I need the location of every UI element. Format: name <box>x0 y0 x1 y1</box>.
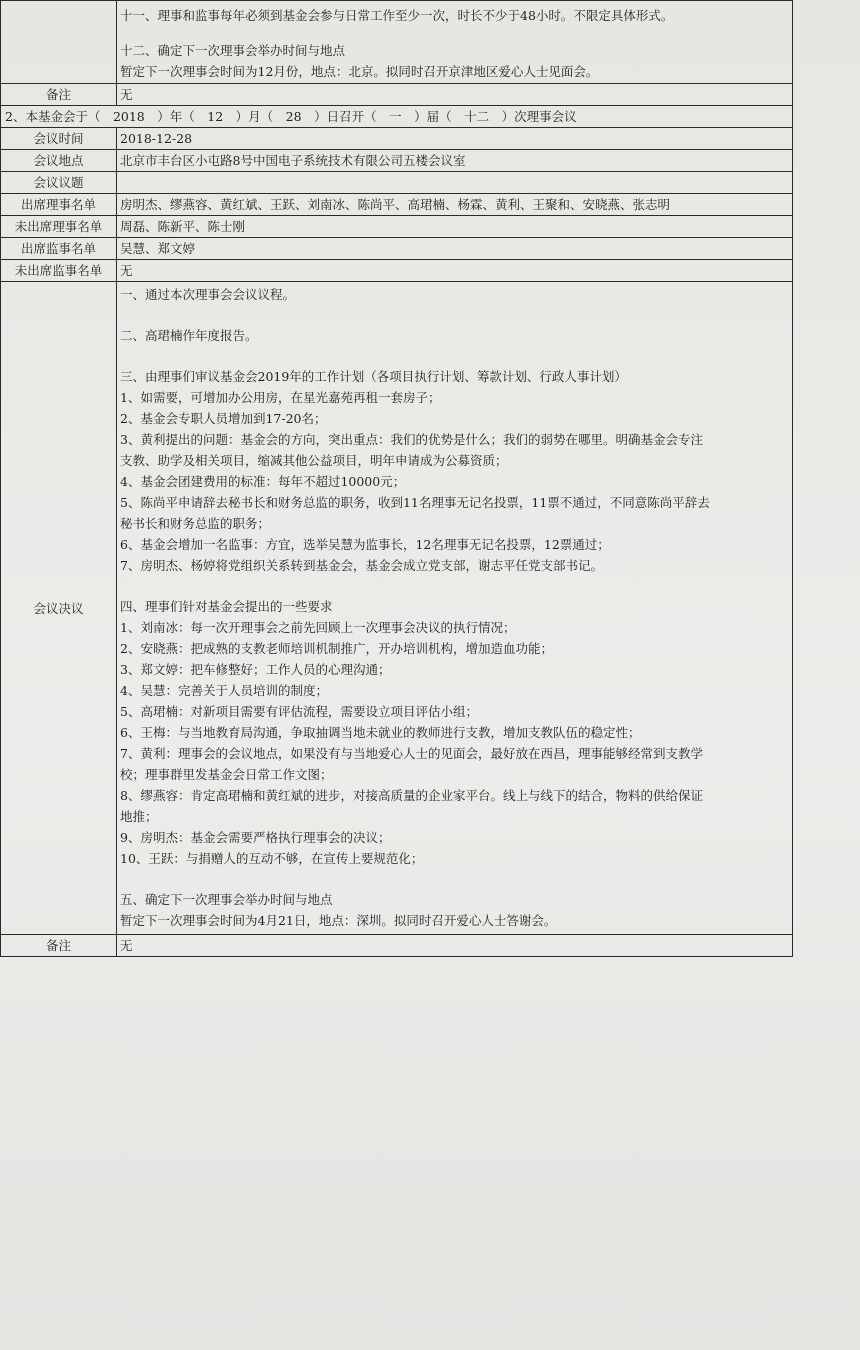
meeting-time-label: 会议时间 <box>1 128 117 150</box>
absent-supervisors-row <box>1 260 793 282</box>
meeting-place-label: 会议地点 <box>1 150 117 172</box>
prev-note-value: 无 <box>117 84 793 106</box>
prev-note-row <box>1 84 793 106</box>
meeting-place-row <box>1 150 793 172</box>
resolution-line: 10、王跃：与捐赠人的互动不够，在宣传上要规范化； <box>120 851 424 866</box>
resolution-line: 4、基金会团建费用的标准：每年不超过10000元； <box>120 474 406 489</box>
resolution-line: 1、刘南冰：每一次开理事会之前先回顾上一次理事会决议的执行情况； <box>120 620 516 635</box>
meeting-topic-label: 会议议题 <box>1 172 117 194</box>
present-supervisors-row <box>1 238 793 260</box>
meeting-place-value: 北京市丰台区小屯路8号中国电子系统技术有限公司五楼会议室 <box>117 150 793 172</box>
resolution-line: 二、高珺楠作年度报告。 <box>120 328 258 343</box>
resolution-line: 四、理事们针对基金会提出的一些要求 <box>120 599 333 614</box>
note-value: 无 <box>117 935 793 957</box>
note-row <box>1 935 793 957</box>
prev-resolution-gap <box>120 26 789 40</box>
resolution-line: 2、安晓燕：把成熟的支教老师培训机制推广，开办培训机构，增加造血功能； <box>120 641 553 656</box>
resolution-line: 5、陈尚平申请辞去秘书长和财务总监的职务，收到11名理事无记名投票，11票不通过，不同意陈尚平辞去 <box>120 495 710 510</box>
resolution-gap <box>120 576 789 596</box>
meeting-topic-value <box>117 172 793 194</box>
resolution-line: 一、通过本次理事会会议议程。 <box>120 287 296 302</box>
prev-resolution-line: 十一、理事和监事每年必须到基金会参与日常工作至少一次，时长不少于48小时。不限定具体形式。 <box>120 8 674 23</box>
resolution-line: 暂定下一次理事会时间为4月21日，地点：深圳。拟同时召开爱心人士答谢会。 <box>120 913 557 928</box>
resolution-line: 秘书长和财务总监的职务； <box>120 516 271 531</box>
present-directors-label: 出席理事名单 <box>1 194 117 216</box>
resolution-line: 7、房明杰、杨婷将党组织关系转到基金会，基金会成立党支部，谢志平任党支部书记。 <box>120 558 603 573</box>
meeting-topic-row <box>1 172 793 194</box>
resolution-line: 校；理事群里发基金会日常工作文图； <box>120 767 333 782</box>
present-directors-value: 房明杰、缪燕容、黄红斌、王跃、刘南冰、陈尚平、高珺楠、杨霖、黄利、王聚和、安晓燕、张志明 <box>117 194 793 216</box>
resolution-line: 6、基金会增加一名监事：方宜，选举吴慧为监事长，12名理事无记名投票，12票通过； <box>120 537 610 552</box>
resolutions-cell <box>117 282 793 935</box>
absent-directors-row <box>1 216 793 238</box>
prev-note-label: 备注 <box>1 84 117 106</box>
present-supervisors-value: 吴慧、郑文婷 <box>117 238 793 260</box>
resolution-gap <box>120 305 789 325</box>
session-title: 2、本基金会于（ 2018 ）年（ 12 ）月（ 28 ）日召开（ 一 ）届（ 十二 ）次理事会议 <box>1 106 793 128</box>
note-label: 备注 <box>1 935 117 957</box>
present-supervisors-label: 出席监事名单 <box>1 238 117 260</box>
absent-supervisors-label: 未出席监事名单 <box>1 260 117 282</box>
resolution-line: 五、确定下一次理事会举办时间与地点 <box>120 892 333 907</box>
resolution-line: 8、缪燕容：肯定高珺楠和黄红斌的进步，对接高质量的企业家平台。线上与线下的结合，物料的供给保证 <box>120 788 703 803</box>
absent-directors-label: 未出席理事名单 <box>1 216 117 238</box>
resolutions-row <box>1 282 793 935</box>
prev-resolution-line: 暂定下一次理事会时间为12月份，地点：北京。拟同时召开京津地区爱心人士见面会。 <box>120 64 599 79</box>
resolutions-label: 会议决议 <box>1 282 117 935</box>
resolution-gap <box>120 346 789 366</box>
resolution-line: 3、郑文婷：把车修整好；工作人员的心理沟通； <box>120 662 391 677</box>
resolution-line: 支教、助学及相关项目，缩减其他公益项目，明年申请成为公募资质； <box>120 453 508 468</box>
present-directors-row <box>1 194 793 216</box>
resolution-line: 3、黄利提出的问题：基金会的方向，突出重点：我们的优势是什么；我们的弱势在哪里。明确基金会专注 <box>120 432 703 447</box>
absent-supervisors-value: 无 <box>117 260 793 282</box>
meeting-time-value: 2018-12-28 <box>117 128 793 150</box>
resolution-line: 1、如需要，可增加办公用房，在星光嘉苑再租一套房子； <box>120 390 441 405</box>
prev-resolution-label-cell <box>1 1 117 84</box>
resolution-line: 7、黄利：理事会的会议地点，如果没有与当地爱心人士的见面会，最好放在西昌，理事能够经常到支教学 <box>120 746 703 761</box>
resolution-line: 9、房明杰：基金会需要严格执行理事会的决议； <box>120 830 391 845</box>
resolution-line: 三、由理事们审议基金会2019年的工作计划（各项目执行计划、筹款计划、行政人事计划） <box>120 369 627 384</box>
prev-resolution-row <box>1 1 793 84</box>
resolution-line: 2、基金会专职人员增加到17-20名； <box>120 411 327 426</box>
resolution-gap <box>120 869 789 889</box>
resolution-line: 地推； <box>120 809 158 824</box>
resolution-line: 6、王梅：与当地教育局沟通，争取抽调当地未就业的教师进行支教，增加支教队伍的稳定性； <box>120 725 641 740</box>
resolution-line: 5、高珺楠：对新项目需要有评估流程，需要设立项目评估小组； <box>120 704 478 719</box>
meeting-time-row <box>1 128 793 150</box>
session-title-row <box>1 106 793 128</box>
prev-resolution-cell <box>117 1 793 84</box>
prev-resolution-line: 十二、确定下一次理事会举办时间与地点 <box>120 43 346 58</box>
absent-directors-value: 周磊、陈新平、陈士刚 <box>117 216 793 238</box>
resolution-line: 4、吴慧：完善关于人员培训的制度； <box>120 683 328 698</box>
